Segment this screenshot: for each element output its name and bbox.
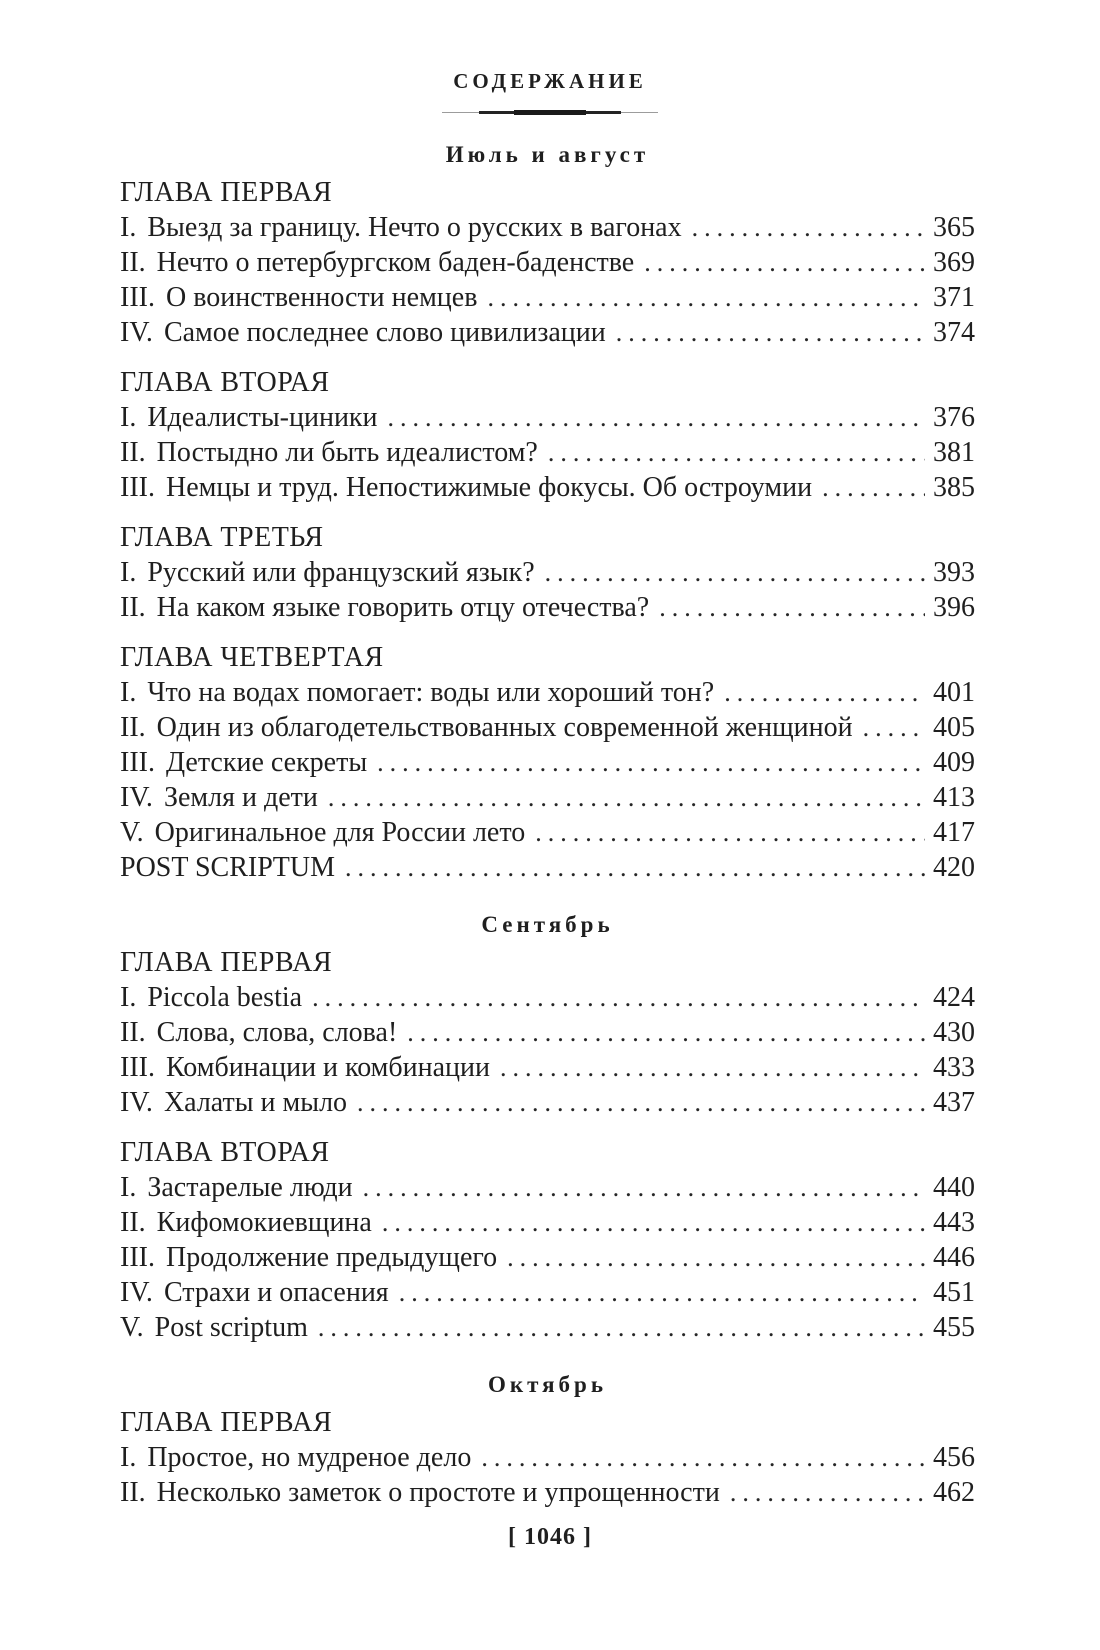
page-title: СОДЕРЖАНИЕ — [453, 69, 647, 93]
entry-title: Земля и дети — [163, 782, 318, 813]
entry-numeral: I. — [120, 212, 137, 243]
entry-numeral: II. — [120, 1207, 146, 1238]
toc-entry — [120, 1275, 975, 1310]
dot-leader — [548, 435, 925, 470]
entry-title: Выезд за границу. Нечто о русских в вагонах — [147, 212, 682, 243]
entry-page-number: 371 — [933, 282, 975, 313]
entry-page-number: 417 — [933, 817, 975, 848]
entry-title: Самое последнее слово цивилизации — [163, 317, 606, 348]
toc-section — [120, 1371, 975, 1510]
entry-page-number: 451 — [933, 1277, 975, 1308]
entry-page-number: 374 — [933, 317, 975, 348]
toc-entry — [120, 815, 975, 850]
entry-list — [120, 1170, 975, 1345]
entry-page-number: 405 — [933, 712, 975, 743]
entry-title: Страхи и опасения — [163, 1277, 389, 1308]
dot-leader — [535, 815, 925, 850]
entry-title: Русский или французский язык? — [147, 557, 535, 588]
toc-entry — [120, 280, 975, 315]
entry-title: Post scriptum — [154, 1312, 308, 1343]
entry-title: Слова, слова, слова! — [156, 1017, 398, 1048]
entry-numeral: IV. — [120, 1277, 153, 1308]
entry-numeral: III. — [120, 747, 155, 778]
entry-title: Детские секреты — [165, 747, 368, 778]
dot-leader — [388, 400, 925, 435]
footer-page-number: [ 1046 ] — [508, 1524, 592, 1550]
entry-title: Оригинальное для России лето — [154, 817, 526, 848]
toc-entry — [120, 1170, 975, 1205]
entry-numeral: IV. — [120, 782, 153, 813]
entry-page-number: 385 — [933, 472, 975, 503]
entry-title: Несколько заметок о простоте и упрощенности — [156, 1477, 720, 1508]
chapter — [120, 1135, 975, 1345]
chapter-title: ГЛАВА ПЕРВАЯ — [120, 947, 333, 978]
entry-numeral: IV. — [120, 317, 153, 348]
entry-list — [120, 675, 975, 885]
entry-page-number: 443 — [933, 1207, 975, 1238]
dot-leader — [507, 1240, 925, 1275]
entry-page-number: 396 — [933, 592, 975, 623]
entry-page-number: 462 — [933, 1477, 975, 1508]
entry-numeral: III. — [120, 282, 155, 313]
entry-page-number: 437 — [933, 1087, 975, 1118]
toc-entry — [120, 315, 975, 350]
entry-title: Постыдно ли быть идеалистом? — [156, 437, 538, 468]
dot-leader — [545, 555, 925, 590]
divider-core-rule — [514, 110, 586, 115]
entry-title: Нечто о петербургском баден-баденстве — [156, 247, 635, 278]
ornamental-divider — [442, 110, 658, 115]
toc-section — [120, 141, 975, 885]
entry-numeral: II. — [120, 1017, 146, 1048]
entry-page-number: 430 — [933, 1017, 975, 1048]
entry-title: Простое, но мудреное дело — [147, 1442, 472, 1473]
entry-numeral: I. — [120, 1442, 137, 1473]
dot-leader — [822, 470, 925, 505]
toc-entry — [120, 1440, 975, 1475]
toc-entry — [120, 1085, 975, 1120]
entry-numeral: II. — [120, 592, 146, 623]
entry-page-number: 413 — [933, 782, 975, 813]
chapter-list — [120, 175, 975, 885]
entry-title: Застарелые люди — [147, 1172, 353, 1203]
entry-numeral: III. — [120, 1242, 155, 1273]
entry-page-number: 424 — [933, 982, 975, 1013]
toc-entry — [120, 1240, 975, 1275]
entry-page-number: 365 — [933, 212, 975, 243]
toc-entry — [120, 780, 975, 815]
toc-entry — [120, 400, 975, 435]
dot-leader — [730, 1475, 925, 1510]
table-of-contents — [120, 141, 975, 1510]
toc-entry — [120, 210, 975, 245]
toc-entry — [120, 710, 975, 745]
entry-page-number: 376 — [933, 402, 975, 433]
entry-page-number: 409 — [933, 747, 975, 778]
dot-leader — [659, 590, 925, 625]
entry-page-number: 420 — [933, 852, 975, 883]
dot-leader — [345, 850, 925, 885]
entry-page-number: 446 — [933, 1242, 975, 1273]
chapter-title: ГЛАВА ПЕРВАЯ — [120, 1407, 333, 1438]
chapter-title: ГЛАВА ВТОРАЯ — [120, 367, 330, 398]
entry-title: На каком языке говорить отцу отечества? — [156, 592, 650, 623]
chapter — [120, 945, 975, 1120]
toc-entry — [120, 1015, 975, 1050]
chapter-title: ГЛАВА ВТОРАЯ — [120, 1137, 330, 1168]
chapter — [120, 175, 975, 350]
entry-numeral: III. — [120, 1052, 155, 1083]
entry-title: Piccola bestia — [147, 982, 303, 1013]
dot-leader — [363, 1170, 925, 1205]
chapter-title: ГЛАВА ЧЕТВЕРТАЯ — [120, 642, 384, 673]
entry-numeral: I. — [120, 677, 137, 708]
chapter-title: ГЛАВА ТРЕТЬЯ — [120, 522, 324, 553]
entry-numeral: V. — [120, 1312, 144, 1343]
dot-leader — [407, 1015, 925, 1050]
dot-leader — [487, 280, 925, 315]
entry-list — [120, 400, 975, 505]
toc-entry — [120, 555, 975, 590]
entry-title: Продолжение предыдущего — [165, 1242, 498, 1273]
entry-page-number: 393 — [933, 557, 975, 588]
dot-leader — [357, 1085, 925, 1120]
dot-leader — [382, 1205, 925, 1240]
entry-numeral: I. — [120, 982, 137, 1013]
entry-title: Немцы и труд. Непостижимые фокусы. Об остроумии — [165, 472, 813, 503]
entry-numeral: V. — [120, 817, 144, 848]
entry-list — [120, 210, 975, 350]
entry-list — [120, 555, 975, 625]
dot-leader — [500, 1050, 925, 1085]
toc-entry — [120, 675, 975, 710]
chapter — [120, 640, 975, 885]
entry-page-number: 369 — [933, 247, 975, 278]
entry-page-number: 381 — [933, 437, 975, 468]
chapter-title: ГЛАВА ПЕРВАЯ — [120, 177, 333, 208]
entry-numeral: IV. — [120, 1087, 153, 1118]
dot-leader — [863, 710, 925, 745]
entry-numeral: II. — [120, 247, 146, 278]
section-heading: Сентябрь — [481, 912, 614, 937]
chapter-list — [120, 945, 975, 1345]
toc-entry — [120, 1205, 975, 1240]
entry-title: Халаты и мыло — [163, 1087, 348, 1118]
entry-numeral: I. — [120, 1172, 137, 1203]
toc-section — [120, 911, 975, 1345]
entry-title: Комбинации и комбинации — [165, 1052, 490, 1083]
entry-page-number: 401 — [933, 677, 975, 708]
toc-entry — [120, 470, 975, 505]
toc-entry — [120, 1475, 975, 1510]
toc-entry — [120, 245, 975, 280]
entry-page-number: 440 — [933, 1172, 975, 1203]
entry-title: О воинственности немцев — [165, 282, 478, 313]
dot-leader — [312, 980, 925, 1015]
toc-entry — [120, 745, 975, 780]
toc-entry — [120, 1310, 975, 1345]
entry-page-number: 455 — [933, 1312, 975, 1343]
entry-numeral: II. — [120, 437, 146, 468]
dot-leader — [328, 780, 925, 815]
entry-title: POST SCRIPTUM — [120, 852, 336, 883]
entry-page-number: 433 — [933, 1052, 975, 1083]
entry-page-number: 456 — [933, 1442, 975, 1473]
toc-entry — [120, 590, 975, 625]
entry-list — [120, 980, 975, 1120]
toc-entry — [120, 850, 975, 885]
entry-title: Что на водах помогает: воды или хороший тон? — [147, 677, 715, 708]
entry-numeral: I. — [120, 402, 137, 433]
dot-leader — [318, 1310, 925, 1345]
chapter — [120, 520, 975, 625]
chapter — [120, 365, 975, 505]
dot-leader — [399, 1275, 925, 1310]
toc-entry — [120, 1050, 975, 1085]
section-heading: Октябрь — [487, 1372, 608, 1397]
dot-leader — [692, 210, 925, 245]
toc-entry — [120, 980, 975, 1015]
entry-title: Кифомокиевщина — [156, 1207, 372, 1238]
entry-list — [120, 1440, 975, 1510]
dot-leader — [724, 675, 925, 710]
dot-leader — [481, 1440, 925, 1475]
section-heading: Июль и август — [445, 142, 650, 167]
dot-leader — [616, 315, 925, 350]
chapter — [120, 1405, 975, 1510]
entry-title: Один из облагодетельствованных современной женщиной — [156, 712, 853, 743]
dot-leader — [377, 745, 925, 780]
entry-numeral: II. — [120, 1477, 146, 1508]
toc-entry — [120, 435, 975, 470]
chapter-list — [120, 1405, 975, 1510]
dot-leader — [644, 245, 925, 280]
entry-title: Идеалисты-циники — [147, 402, 378, 433]
entry-numeral: I. — [120, 557, 137, 588]
entry-numeral: III. — [120, 472, 155, 503]
entry-numeral: II. — [120, 712, 146, 743]
